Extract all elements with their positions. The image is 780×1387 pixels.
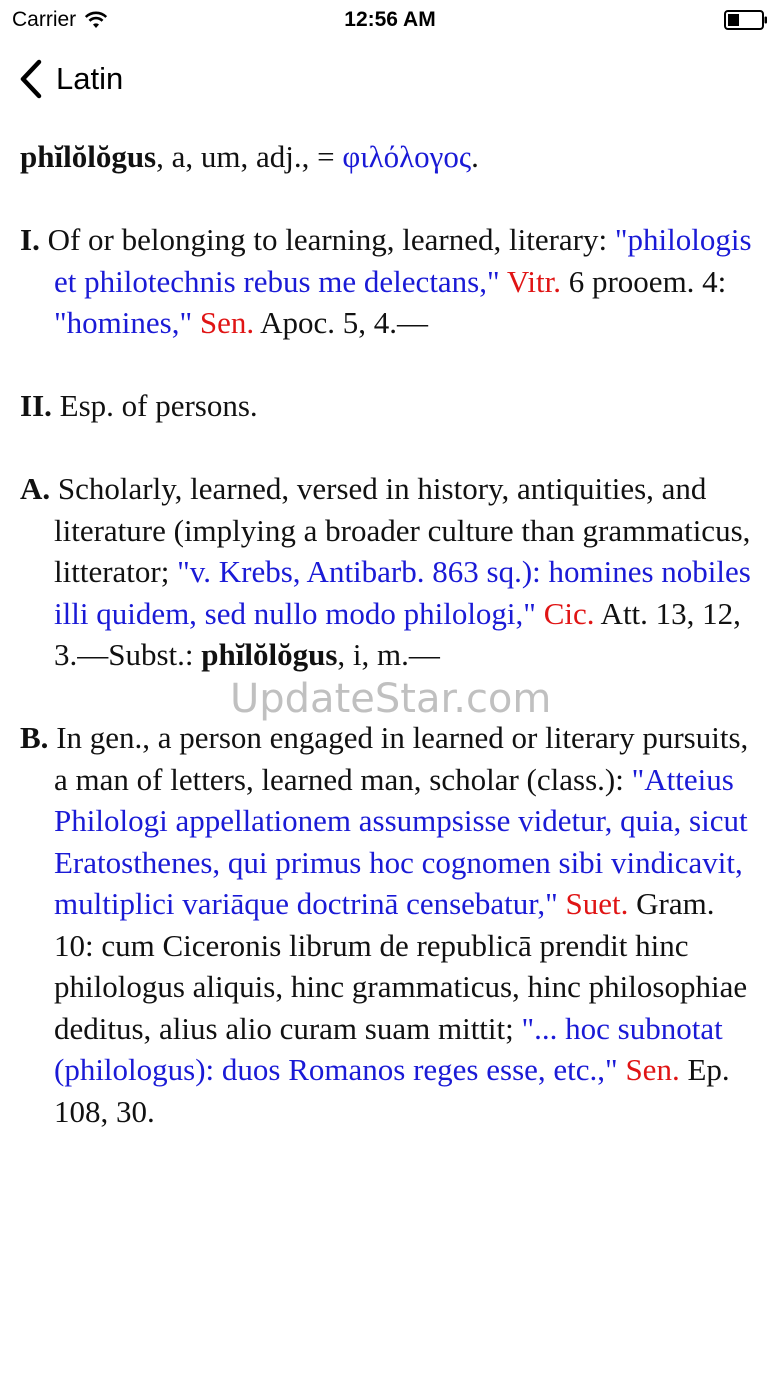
sense-1 (20, 219, 760, 344)
sense-a (20, 468, 760, 676)
sense-text: In gen., a person engaged in learned or literary pursuits, a man of letters, learned man, scholar (class.): (48, 720, 749, 797)
quote: "homines," (54, 305, 193, 340)
sense-marker: II. (20, 388, 52, 423)
navigation-bar (0, 40, 780, 120)
sense-marker: A. (20, 471, 51, 506)
author-link[interactable]: Suet. (565, 886, 629, 921)
sense-marker: I. (20, 222, 40, 257)
author-link[interactable]: Sen. (625, 1052, 680, 1087)
sense-2 (20, 385, 760, 427)
reference: Att. 13, 12, 3.—Subst.: (54, 595, 741, 672)
forms: , a, um, adj., = (156, 139, 343, 174)
battery-icon (724, 10, 768, 30)
quote: "Atteius Philologi appellationem assumpsisse videtur, quia, sicut Eratosthenes, qui primus hoc cognomen sibi vindicavit, multiplici variāque doctrinā censebatur," (54, 761, 748, 921)
sense-text: Esp. of persons. (51, 388, 258, 423)
dictionary-entry (20, 136, 760, 1174)
quote: "... hoc subnotat (philologus): duos Romanos reges esse, etc.," (54, 1010, 723, 1087)
reference: Gram. 10: cum Ciceronis librum de republicā prendit hinc philologus aliquis, hinc grammaticus, hinc philosophiae deditus, alius alio curam suam mittit; (54, 886, 748, 1046)
headword: phĭlŏlŏgus (201, 637, 338, 672)
quote: "v. Krebs, Antibarb. 863 sq.): homines nobiles illi quidem, sed nullo modo philologi," (54, 554, 751, 631)
carrier-label: Carrier (12, 8, 77, 31)
author-link[interactable]: Cic. (543, 595, 595, 631)
sense-b (20, 717, 760, 1132)
space (192, 305, 200, 340)
status-bar (0, 0, 780, 40)
sense-text: Of or belonging to learning, learned, literary: (39, 222, 615, 257)
quote: "philologis et philotechnis rebus me delectans," (54, 222, 752, 299)
greek-term: φιλόλογος (342, 139, 472, 174)
watermark: UpdateStar.com (230, 676, 552, 722)
space (536, 596, 544, 631)
status-time: 12:56 AM (344, 8, 436, 31)
back-label: Latin (56, 61, 124, 96)
chevron-left-icon (18, 58, 44, 100)
reference: Ep. 108, 30. (54, 1052, 730, 1129)
space (500, 264, 507, 299)
headword: phĭlŏlŏgus (20, 139, 157, 174)
entry-header (20, 136, 760, 178)
space (558, 886, 566, 921)
reference: , i, m.— (337, 637, 440, 672)
reference: Apoc. 5, 4.— (254, 305, 429, 340)
author-link[interactable]: Vitr. (506, 263, 561, 299)
sense-marker: B. (20, 720, 49, 755)
sense-text: Scholarly, learned, versed in history, antiquities, and literature (implying a broader culture than grammaticus, litterator; (50, 471, 751, 589)
back-button[interactable] (18, 58, 123, 100)
reference: 6 prooem. 4: (560, 263, 727, 299)
greek-end: . (471, 139, 479, 174)
author-link[interactable]: Sen. (199, 305, 255, 340)
